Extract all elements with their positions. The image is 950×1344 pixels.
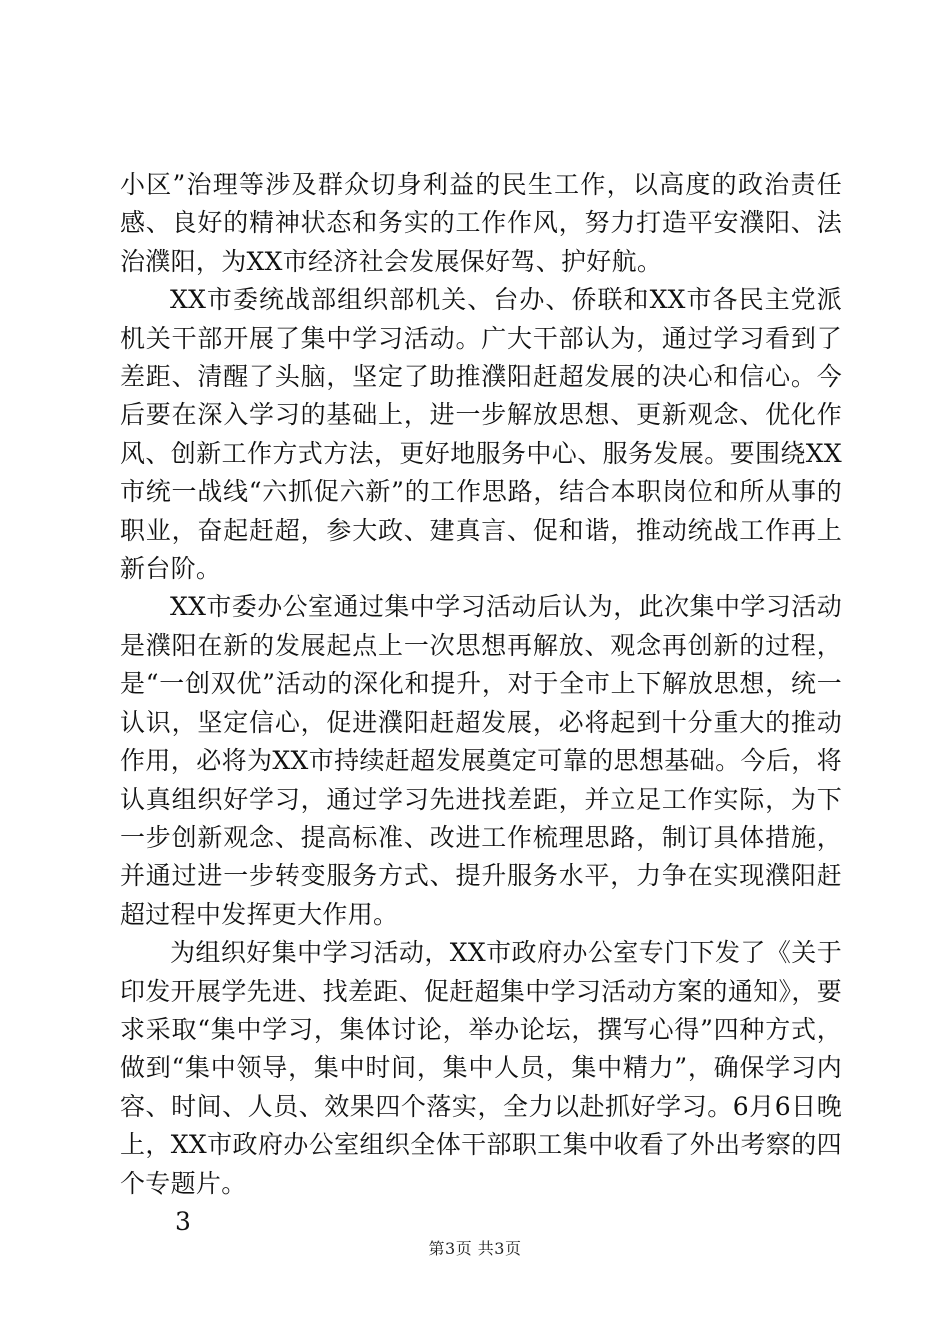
inline-page-number: 3 [175, 1206, 191, 1236]
paragraph-government-office-study: 为组织好集中学习活动，XX市政府办公室专门下发了《关于印发开展学先进、找差距、促赶超集中学习活动方案的通知》，要求采取“集中学习，集体讨论，举办论坛，撰写心得”四种方式，做到“集中领导，集中时间，集中人员，集中精力”，确保学习内容、时间、人员、效果四个落实，全力以赴抓好学习。6月6日晚上，XX市政府办公室组织全体干部职工集中收看了外出考察的四个专题片。 [120, 938, 842, 1198]
paragraph-continuation: 小区”治理等涉及群众切身利益的民生工作，以高度的政治责任感、良好的精神状态和务实的工作作风，努力打造平安濮阳、法治濮阳，为XX市经济社会发展保好驾、护好航。 [120, 170, 842, 276]
paragraph-united-front-study: XX市委统战部组织部机关、台办、侨联和XX市各民主党派机关干部开展了集中学习活动。广大干部认为，通过学习看到了差距、清醒了头脑，坚定了助推濮阳赶超发展的决心和信心。今后要在深入学习的基础上，进一步解放思想、更新观念、优化作风、创新工作方式方法，更好地服务中心、服务发展。要围绕XX市统一战线“六抓促六新”的工作思路，结合本职岗位和所从事的职业，奋起赶超，参大政、建真言、促和谐，推动统战工作再上新台阶。 [120, 285, 842, 584]
paragraph-party-office-study: XX市委办公室通过集中学习活动后认为，此次集中学习活动是濮阳在新的发展起点上一次思想再解放、观念再创新的过程，是“一创双优”活动的深化和提升，对于全市上下解放思想，统一认识，坚定信心，促进濮阳赶超发展，必将起到十分重大的推动作用，必将为XX市持续赶超发展奠定可靠的思想基础。今后，将认真组织好学习，通过学习先进找差距，并立足工作实际，为下一步创新观念、提高标准、改进工作梳理思路，制订具体措施，并通过进一步转变服务方式、提升服务水平，力争在实现濮阳赶超过程中发挥更大作用。 [120, 592, 842, 929]
page-footer: 第3页 共3页 [428, 1239, 522, 1258]
document-body [120, 166, 842, 1241]
